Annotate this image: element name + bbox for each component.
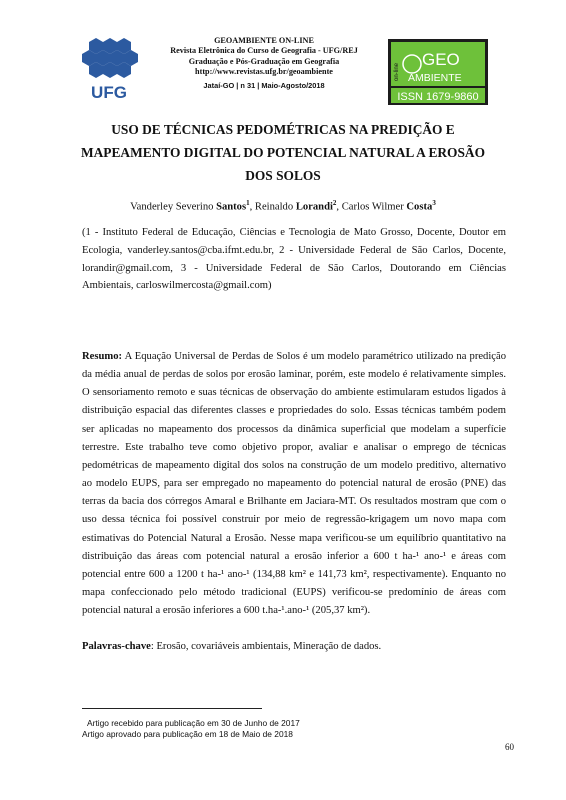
journal-info bbox=[144, 36, 384, 90]
page-number: 60 bbox=[505, 742, 514, 752]
title-line: DOS SOLOS bbox=[245, 168, 321, 183]
issn-text: ISSN 1679-9860 bbox=[397, 91, 479, 103]
author-last-name: Lorandi bbox=[295, 201, 333, 213]
footnote-divider bbox=[82, 708, 262, 709]
abstract-label: Resumo: bbox=[82, 351, 123, 362]
abstract bbox=[82, 348, 506, 620]
journal-name: GEOAMBIENTE ON-LINE bbox=[214, 36, 314, 45]
keywords bbox=[82, 640, 506, 654]
author-affiliations: (1 - Instituto Federal de Educação, Ciências e Tecnologia de Mato Grosso, Docente, Doutor em Ecologia, vanderley.santos@cba.ifmt.edu.br, 2 - Universidade Federal de São Carlos, Docente, lorandir@gmail.com, 3 - Universidade Federal de São Carlos, Doutorando em Ciências Ambientais, carloswilmercosta@gmail.com) bbox=[82, 227, 506, 292]
author-affiliation-mark: 1 bbox=[246, 199, 250, 207]
geo-logo-small-text: on-line bbox=[394, 62, 400, 81]
geo-logo-geo: GEO bbox=[422, 50, 460, 69]
author-first-name: Vanderley Severino bbox=[130, 201, 217, 213]
author-affiliation-mark: 3 bbox=[432, 199, 436, 207]
ufg-logo bbox=[78, 36, 140, 102]
journal-subtitle: Revista Eletrônica do Curso de Geografia - UFG/REJ bbox=[170, 46, 358, 56]
title-line: MAPEAMENTO DIGITAL DO POTENCIAL NATURAL A EROSÃO bbox=[80, 145, 485, 160]
journal-url[interactable]: http://www.revistas.ufg.br/geoambiente bbox=[195, 67, 333, 77]
geo-logo-ambiente: AMBIENTE bbox=[408, 72, 462, 84]
author-last-name: Costa bbox=[406, 201, 433, 213]
geoambiente-logo bbox=[388, 39, 488, 105]
keywords-label: Palavras-chave bbox=[82, 641, 151, 652]
author-last-name: Santos bbox=[216, 201, 247, 213]
ufg-logo-text: UFG bbox=[91, 83, 127, 102]
issue-info: Jataí-GO | n 31 | Maio-Agosto/2018 bbox=[203, 80, 325, 90]
article-title bbox=[60, 118, 506, 187]
author-list: Vanderley Severino Santos$^1$, Reinaldo Lorandi$^2$, Carlos Wilmer Costa$^3$ bbox=[130, 199, 436, 213]
title-line: USO DE TÉCNICAS PEDOMÉTRICAS NA PREDIÇÃO E bbox=[111, 122, 455, 137]
journal-header bbox=[78, 36, 488, 108]
author-first-name: Carlos Wilmer bbox=[341, 201, 407, 213]
author-affiliation-mark: 2 bbox=[332, 199, 337, 207]
footnote-received: Artigo recebido para publicação em 30 de Junho de 2017 bbox=[87, 718, 300, 728]
abstract-text: A Equação Universal de Perdas de Solos é um modelo paramétrico utilizado na predição da média anual de perdas de solos por erosão laminar, porém, este modelo é relativamente simples. O sensoriamento remoto e suas técnicas de observação do ambiente estimularam estudos ligados à distribuição espacial das diferentes classes e propriedades do solo. Essas técnicas também podem ser aplicadas no mapeamento dos processos da dinâmica superficial que modelam a superfície terrestre. Este trabalho teve como objetivo propor, avaliar e analisar o emprego de técnicas pedométricas de mapeamento digital dos solos na construção de um modelo preditivo, alternativo ao modelo EUPS, para ser empregado no mapeamento do potencial natural de erosão (PNE) das terras da bacia dos córregos Amaral e Brilhante em Jaciara-MT. Os resultados mostram que com o uso dessa técnica foi possível construir por meio de regressão-krigagem um novo mapa com estimativas do Potencial Natural a Erosão. Nesse mapa verificou-se um equilíbrio quantitativo na distribuição das áreas com potencial natural a erosão inferior a 600 t ha-¹ ano-¹ e áreas com potencial entre 600 a 1200 t ha-¹ ano-¹ (134,88 km² e 141,73 km², respectivamente). Enquanto no mapa confeccionado pelo método tradicional (EUPS) verificou-se predomínio de áreas com potencial natural a erosão inferiores a 600 t.ha-¹.ano-¹ (205,37 km²). bbox=[82, 351, 506, 617]
footnote-approved: Artigo aprovado para publicação em 18 de Maio de 2018 bbox=[82, 729, 293, 739]
keywords-text: : Erosão, covariáveis ambientais, Mineração de dados. bbox=[150, 641, 382, 652]
author-first-name: Reinaldo bbox=[254, 201, 296, 213]
journal-program: Graduação e Pós-Graduação em Geografia bbox=[188, 56, 340, 66]
